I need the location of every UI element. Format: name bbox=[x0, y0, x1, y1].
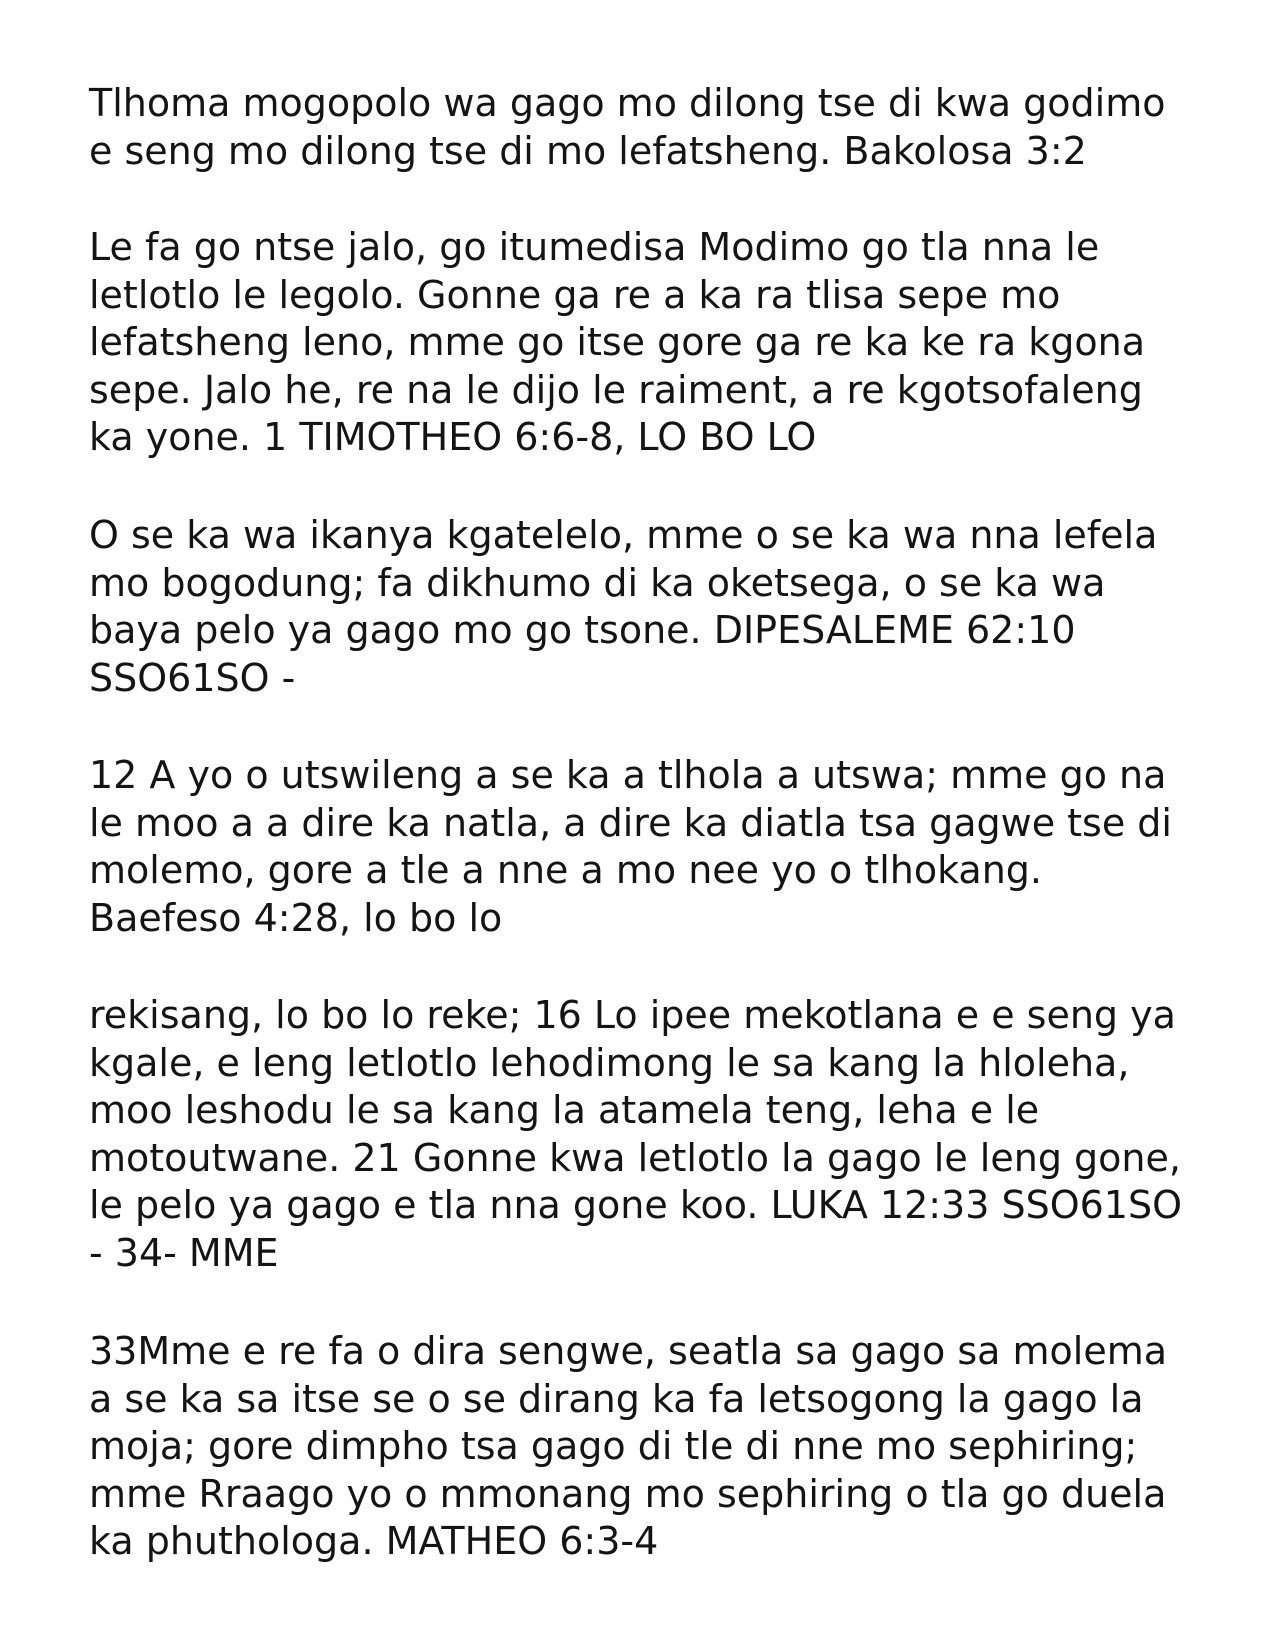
paragraph-bakolosa bbox=[89, 80, 1209, 175]
text-line: sepe. Jalo he, re na le dijo le raiment, a re kgotsofaleng bbox=[89, 367, 1143, 412]
text-line: molemo, gore a tle a nne a mo nee yo o tlhokang. bbox=[89, 848, 1042, 892]
text-line: rekisang, lo bo lo reke; 16 Lo ipee mekotlana e e seng ya bbox=[89, 993, 1176, 1037]
paragraph-dipesaleme bbox=[89, 512, 1209, 702]
text-line: lefatsheng leno, mme go itse gore ga re ka ke ra kgona bbox=[89, 320, 1146, 364]
text-line: a se ka sa itse se o se dirang ka fa letsogong la gago la bbox=[89, 1376, 1144, 1421]
text-line: motoutwane. 21 Gonne kwa letlotlo la gago le leng gone, bbox=[89, 1135, 1181, 1180]
text-line: Tlhoma mogopolo wa gago mo dilong tse di kwa godimo bbox=[89, 81, 1166, 125]
text-line: SSO61SO - bbox=[89, 655, 296, 700]
text-line: baya pelo ya gago mo go tsone. DIPESALEME 62:10 bbox=[89, 608, 1076, 652]
paragraph-luka bbox=[89, 992, 1209, 1277]
text-line: - 34- MME bbox=[89, 1230, 279, 1275]
paragraph-timotheo bbox=[89, 224, 1209, 462]
text-line: le pelo ya gago e tla nna gone koo. LUKA 12:33 SSO61SO bbox=[89, 1183, 1183, 1227]
text-line: mo bogodung; fa dikhumo di ka oketsega, o se ka wa bbox=[89, 560, 1106, 605]
text-line: Le fa go ntse jalo, go itumedisa Modimo go tla nna le bbox=[89, 225, 1100, 269]
text-line: e seng mo dilong tse di mo lefatsheng. Bakolosa 3:2 bbox=[89, 128, 1087, 173]
text-line: O se ka wa ikanya kgatelelo, mme o se ka wa nna lefela bbox=[89, 513, 1158, 557]
text-line: 12 A yo o utswileng a se ka a tlhola a utswa; mme go na bbox=[89, 753, 1167, 797]
text-line: kgale, e leng letlotlo lehodimong le sa kang la hloleha, bbox=[89, 1040, 1130, 1085]
text-line: moja; gore dimpho tsa gago di tle di nne mo sephiring; bbox=[89, 1424, 1138, 1468]
text-line: Baefeso 4:28, lo bo lo bbox=[89, 895, 503, 940]
text-line: le moo a a dire ka natla, a dire ka diatla tsa gagwe tse di bbox=[89, 800, 1172, 845]
paragraph-matheo bbox=[89, 1328, 1209, 1566]
paragraph-baefeso bbox=[89, 752, 1209, 942]
text-line: mme Rraago yo o mmonang mo sephiring o tla go duela bbox=[89, 1471, 1167, 1516]
text-line: ka phuthologa. MATHEO 6:3-4 bbox=[89, 1519, 659, 1563]
text-line: letlotlo le legolo. Gonne ga re a ka ra tlisa sepe mo bbox=[89, 272, 1061, 317]
text-line: moo leshodu le sa kang la atamela teng, leha e le bbox=[89, 1088, 1040, 1132]
text-line: 33Mme e re fa o dira sengwe, seatla sa gago sa molema bbox=[89, 1329, 1168, 1373]
text-line: ka yone. 1 TIMOTHEO 6:6-8, LO BO LO bbox=[89, 415, 817, 459]
